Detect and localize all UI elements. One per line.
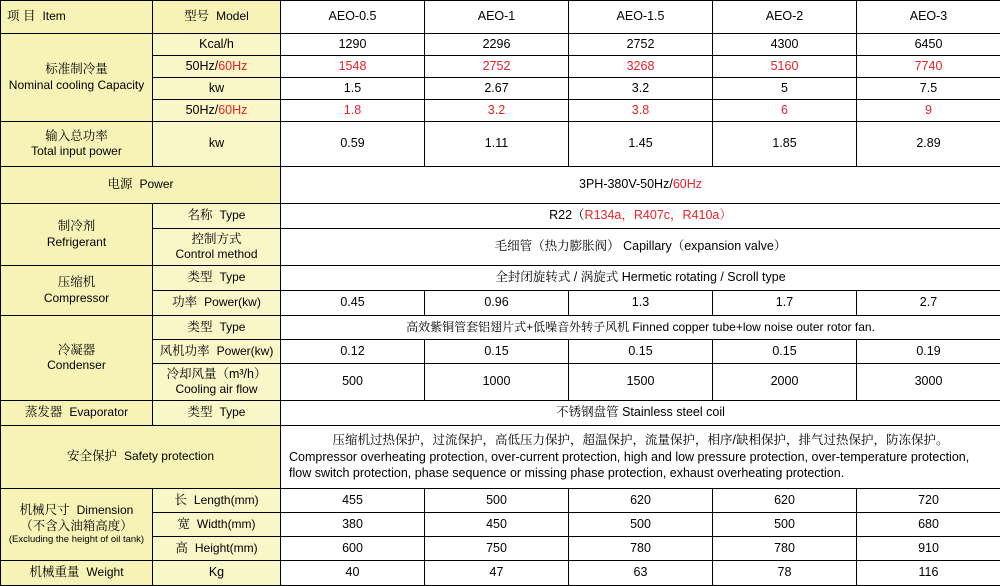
kw-value-5: 7.5	[857, 78, 1000, 100]
unit-kcal-60hz: 60Hz	[218, 59, 247, 73]
compressor-power-label-cn: 功率	[172, 295, 197, 309]
refrigerant-control-value: 毛细管（热力膨胀阀） Capillary（expansion valve）	[281, 229, 1000, 266]
unit-kcal: Kcal/h	[153, 34, 281, 56]
condenser-fan-value-1: 0.12	[281, 340, 425, 364]
model-col-2: AEO-1	[425, 1, 569, 34]
row-total-input-power	[1, 122, 1000, 167]
kcal-60hz-value-3: 3268	[569, 56, 713, 78]
safety-label-cn: 安全保护	[67, 449, 117, 463]
dimension-length-value-1: 455	[281, 489, 425, 513]
evaporator-label-cn: 蒸发器	[25, 405, 63, 419]
dimension-width-value-5: 680	[857, 513, 1000, 537]
kcal-60hz-value-4: 5160	[713, 56, 857, 78]
refrigerant-label-cn: 制冷剂	[1, 219, 152, 235]
compressor-type-label-cn: 类型	[188, 270, 213, 284]
weight-label	[1, 561, 153, 586]
input-power-value-1: 0.59	[281, 122, 425, 167]
header-item-cn: 项 目	[7, 9, 35, 23]
evaporator-label	[1, 401, 153, 426]
compressor-label	[1, 266, 153, 316]
dimension-height-value-3: 780	[569, 537, 713, 561]
compressor-power-value-2: 0.96	[425, 291, 569, 316]
dimension-height-value-2: 750	[425, 537, 569, 561]
weight-label-en: Weight	[86, 565, 123, 579]
refrigerant-label	[1, 204, 153, 266]
evaporator-type-value: 不锈钢盘管 Stainless steel coil	[281, 401, 1000, 426]
power-supply-label	[1, 167, 281, 204]
header-model-cell	[153, 1, 281, 34]
refrigerant-type-close: ）	[719, 208, 732, 222]
unit-kw-60hz: 60Hz	[218, 103, 247, 117]
unit-kcal-50hz: 50Hz/	[186, 59, 219, 73]
unit-kcal-freq	[153, 56, 281, 78]
input-power-value-2: 1.11	[425, 122, 569, 167]
row-cooling-kcal	[1, 34, 1000, 56]
model-col-5: AEO-3	[857, 1, 1000, 34]
refrigerant-control-label	[153, 229, 281, 266]
dimension-width-value-2: 450	[425, 513, 569, 537]
condenser-airflow-value-2: 1000	[425, 364, 569, 401]
compressor-power-value-5: 2.7	[857, 291, 1000, 316]
kw-value-3: 3.2	[569, 78, 713, 100]
kcal-60hz-value-2: 2752	[425, 56, 569, 78]
dimension-length-label-en: Length(mm)	[194, 493, 259, 507]
kcal-value-4: 4300	[713, 34, 857, 56]
power-supply-value-red: 60Hz	[673, 177, 702, 191]
dimension-label-en: Dimension	[77, 503, 134, 517]
dimension-length-value-3: 620	[569, 489, 713, 513]
dimension-length-label-cn: 长	[174, 493, 187, 507]
cooling-capacity-label	[1, 34, 153, 122]
header-model-en: Model	[216, 9, 249, 23]
row-refrigerant-type	[1, 204, 1000, 229]
condenser-airflow-value-4: 2000	[713, 364, 857, 401]
refrigerant-control-label-en: Control method	[153, 247, 280, 262]
kcal-value-5: 6450	[857, 34, 1000, 56]
row-evaporator	[1, 401, 1000, 426]
condenser-label-cn: 冷凝器	[1, 343, 152, 359]
row-condenser-type	[1, 316, 1000, 340]
compressor-type-label	[153, 266, 281, 291]
kw-60hz-value-1: 1.8	[281, 100, 425, 122]
kw-60hz-value-2: 3.2	[425, 100, 569, 122]
dimension-height-label-en: Height(mm)	[195, 541, 258, 555]
condenser-fan-value-2: 0.15	[425, 340, 569, 364]
condenser-fan-label	[153, 340, 281, 364]
power-supply-label-en: Power	[139, 177, 173, 191]
refrigerant-type-alt: R134a，R407c，R410a	[585, 208, 720, 222]
refrigerant-label-en: Refrigerant	[1, 235, 152, 250]
dimension-width-label-en: Width(mm)	[197, 517, 256, 531]
compressor-power-value-1: 0.45	[281, 291, 425, 316]
header-model-cn: 型号	[184, 9, 209, 23]
compressor-label-cn: 压缩机	[1, 275, 152, 291]
dimension-note-en: (Excluding the height of oil tank)	[1, 534, 152, 546]
input-power-value-4: 1.85	[713, 122, 857, 167]
dimension-height-label-cn: 高	[175, 541, 188, 555]
header-item-en: Item	[42, 9, 65, 23]
weight-value-2: 47	[425, 561, 569, 586]
compressor-label-en: Compressor	[1, 291, 152, 306]
dimension-length-value-4: 620	[713, 489, 857, 513]
dimension-width-label-cn: 宽	[177, 517, 190, 531]
kcal-value-1: 1290	[281, 34, 425, 56]
refrigerant-type-label-cn: 名称	[188, 208, 213, 222]
condenser-type-value: 高效紫铜管套铝翅片式+低噪音外转子风机 Finned copper tube+low noise outer rotor fan.	[281, 316, 1000, 340]
row-compressor-type	[1, 266, 1000, 291]
kw-60hz-value-5: 9	[857, 100, 1000, 122]
condenser-fan-label-en: Power(kw)	[217, 344, 274, 358]
refrigerant-control-label-cn: 控制方式	[153, 232, 280, 248]
input-power-label-en: Total input power	[1, 144, 152, 159]
row-weight	[1, 561, 1000, 586]
dimension-note-cn: （不含入油箱高度）	[1, 519, 152, 535]
compressor-type-label-en: Type	[219, 270, 245, 284]
condenser-fan-label-cn: 风机功率	[160, 344, 210, 358]
condenser-type-label-cn: 类型	[188, 320, 213, 334]
condenser-airflow-label-cn: 冷却风量（m³/h）	[153, 367, 280, 383]
table-header-row	[1, 1, 1000, 34]
refrigerant-type-label	[153, 204, 281, 229]
kw-value-2: 2.67	[425, 78, 569, 100]
compressor-type-value: 全封闭旋转式 / 涡旋式 Hermetic rotating / Scroll type	[281, 266, 1000, 291]
safety-text-en: Compressor overheating protection, over-current protection, high and low pressure protection, over-temperature protection, flow switch protection, phase sequence or missing phase protection, exhaust overheating protection.	[289, 449, 992, 483]
evaporator-type-label	[153, 401, 281, 426]
power-supply-value-black: 3PH-380V-50Hz/	[579, 177, 673, 191]
safety-label	[1, 426, 281, 489]
input-power-label-cn: 输入总功率	[1, 129, 152, 145]
compressor-power-label	[153, 291, 281, 316]
kw-60hz-value-3: 3.8	[569, 100, 713, 122]
dimension-height-value-5: 910	[857, 537, 1000, 561]
weight-label-cn: 机械重量	[29, 565, 79, 579]
compressor-power-value-4: 1.7	[713, 291, 857, 316]
model-col-1: AEO-0.5	[281, 1, 425, 34]
evaporator-type-label-cn: 类型	[188, 405, 213, 419]
kcal-60hz-value-5: 7740	[857, 56, 1000, 78]
power-supply-label-cn: 电源	[108, 177, 133, 191]
condenser-airflow-label-en: Cooling air flow	[153, 382, 280, 397]
dimension-height-value-4: 780	[713, 537, 857, 561]
safety-label-en: Safety protection	[124, 449, 214, 463]
unit-kw-50hz: 50Hz/	[186, 103, 219, 117]
dimension-width-value-4: 500	[713, 513, 857, 537]
refrigerant-type-label-en: Type	[219, 208, 245, 222]
row-safety-protection	[1, 426, 1000, 489]
kw-value-4: 5	[713, 78, 857, 100]
weight-unit: Kg	[153, 561, 281, 586]
input-power-label	[1, 122, 153, 167]
dimension-width-value-3: 500	[569, 513, 713, 537]
refrigerant-type-value	[281, 204, 1000, 229]
row-power-supply	[1, 167, 1000, 204]
cooling-capacity-label-en: Nominal cooling Capacity	[1, 78, 152, 93]
power-supply-value	[281, 167, 1000, 204]
input-power-value-3: 1.45	[569, 122, 713, 167]
kcal-60hz-value-1: 1548	[281, 56, 425, 78]
dimension-label-cn: 机械尺寸	[20, 503, 70, 517]
condenser-fan-value-4: 0.15	[713, 340, 857, 364]
input-power-unit: kw	[153, 122, 281, 167]
condenser-fan-value-3: 0.15	[569, 340, 713, 364]
dimension-length-label	[153, 489, 281, 513]
weight-value-5: 116	[857, 561, 1000, 586]
refrigerant-type-base: R22（	[549, 208, 584, 222]
weight-value-4: 78	[713, 561, 857, 586]
dimension-height-value-1: 600	[281, 537, 425, 561]
dimension-length-value-5: 720	[857, 489, 1000, 513]
weight-value-1: 40	[281, 561, 425, 586]
condenser-airflow-label	[153, 364, 281, 401]
header-item-cell	[1, 1, 153, 34]
compressor-power-label-en: Power(kw)	[204, 295, 261, 309]
dimension-width-value-1: 380	[281, 513, 425, 537]
dimension-label	[1, 489, 153, 561]
dimension-height-label	[153, 537, 281, 561]
model-col-4: AEO-2	[713, 1, 857, 34]
weight-value-3: 63	[569, 561, 713, 586]
row-dimension-length	[1, 489, 1000, 513]
safety-value	[281, 426, 1000, 489]
unit-kw: kw	[153, 78, 281, 100]
kw-60hz-value-4: 6	[713, 100, 857, 122]
kcal-value-2: 2296	[425, 34, 569, 56]
condenser-airflow-value-1: 500	[281, 364, 425, 401]
model-col-3: AEO-1.5	[569, 1, 713, 34]
condenser-fan-value-5: 0.19	[857, 340, 1000, 364]
kw-value-1: 1.5	[281, 78, 425, 100]
condenser-type-label-en: Type	[219, 320, 245, 334]
input-power-value-5: 2.89	[857, 122, 1000, 167]
condenser-airflow-value-5: 3000	[857, 364, 1000, 401]
condenser-label	[1, 316, 153, 401]
evaporator-label-en: Evaporator	[69, 405, 128, 419]
condenser-airflow-value-3: 1500	[569, 364, 713, 401]
safety-text-cn: 压缩机过热保护，过流保护，高低压力保护，超温保护，流量保护，相序/缺相保护，排气过热保护，防冻保护。	[289, 432, 992, 449]
dimension-length-value-2: 500	[425, 489, 569, 513]
unit-kw-freq	[153, 100, 281, 122]
dimension-width-label	[153, 513, 281, 537]
cooling-capacity-label-cn: 标准制冷量	[1, 62, 152, 78]
kcal-value-3: 2752	[569, 34, 713, 56]
evaporator-type-label-en: Type	[219, 405, 245, 419]
condenser-type-label	[153, 316, 281, 340]
compressor-power-value-3: 1.3	[569, 291, 713, 316]
condenser-label-en: Condenser	[1, 358, 152, 373]
